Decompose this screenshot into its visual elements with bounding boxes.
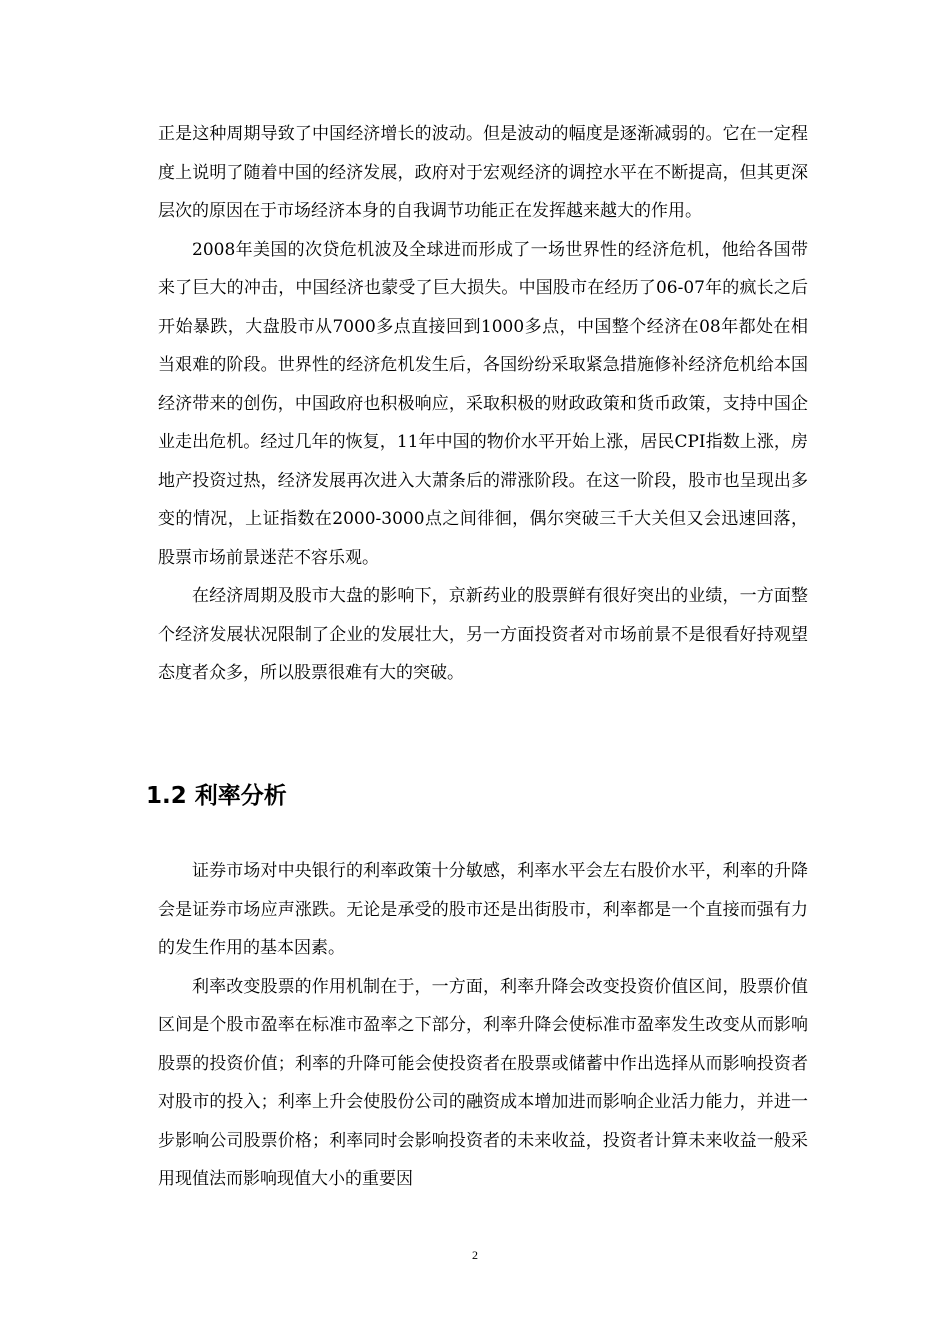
paragraph-interest-sensitivity: 证券市场对中央银行的利率政策十分敏感，利率水平会左右股价水平，利率的升降会是证券市场应声涨跌。无论是承受的股市还是出街股市，利率都是一个直接而强有力的发生作用的基本因素。	[158, 861, 808, 958]
section-heading: 1.2 利率分析	[146, 783, 287, 809]
body-text-top	[158, 115, 808, 693]
paragraph-interest-mechanism: 利率改变股票的作用机制在于，一方面，利率升降会改变投资价值区间，股票价值区间是个股市盈率在标准市盈率之下部分，利率升降会使标准市盈率发生改变从而影响股票的投资价值；利率的升降可能会使投资者在股票或储蓄中作出选择从而影响投资者对股市的投入；利率上升会使股份公司的融资成本增加进而影响企业活力能力，并进一步影响公司股票价格；利率同时会影响投资者的未来收益，投资者计算未来收益一般采用现值法而影响现值大小的重要因	[158, 976, 808, 1189]
page-number: 2	[472, 1248, 478, 1262]
body-text-bottom	[158, 852, 808, 1199]
paragraph-continuation: 正是这种周期导致了中国经济增长的波动。但是波动的幅度是逐渐减弱的。它在一定程度上说明了随着中国的经济发展，政府对于宏观经济的调控水平在不断提高，但其更深层次的原因在于市场经济本身的自我调节功能正在发挥越来越大的作用。	[158, 124, 808, 221]
paragraph-jingxin-stock: 在经济周期及股市大盘的影响下，京新药业的股票鲜有很好突出的业绩，一方面整个经济发展状况限制了企业的发展壮大，另一方面投资者对市场前景不是很看好持观望态度者众多，所以股票很难有大的突破。	[158, 586, 808, 683]
paragraph-financial-crisis: 2008年美国的次贷危机波及全球进而形成了一场世界性的经济危机，他给各国带来了巨大的冲击，中国经济也蒙受了巨大损失。中国股市在经历了06-07年的疯长之后开始暴跌，大盘股市从7000多点直接回到1000多点，中国整个经济在08年都处在相当艰难的阶段。世界性的经济危机发生后，各国纷纷采取紧急措施修补经济危机给本国经济带来的创伤，中国政府也积极响应，采取积极的财政政策和货币政策，支持中国企业走出危机。经过几年的恢复，11年中国的物价水平开始上涨，居民CPI指数上涨，房地产投资过热，经济发展再次进入大萧条后的滞涨阶段。在这一阶段，股市也呈现出多变的情况，上证指数在2000-3000点之间徘徊，偶尔突破三千大关但又会迅速回落，股票市场前景迷茫不容乐观。	[158, 239, 808, 568]
